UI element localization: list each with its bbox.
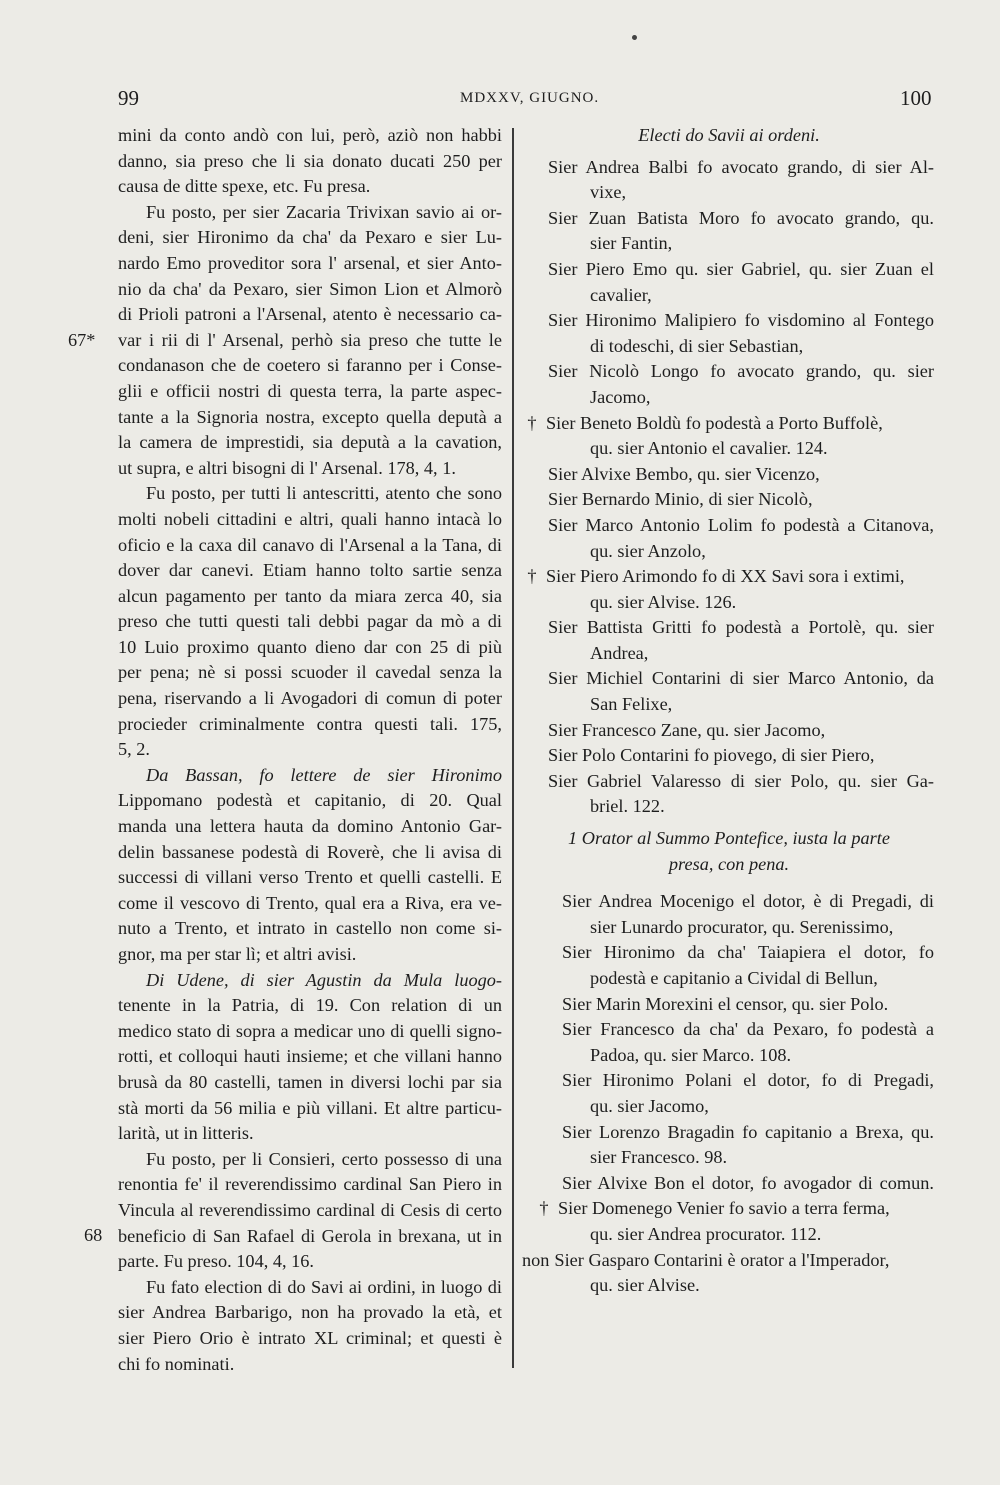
entry-line: Sier Nicolò Longo fo avocato grando, qu. sier bbox=[548, 361, 934, 382]
section-heading: presa, con pena. bbox=[668, 853, 790, 874]
left-column bbox=[118, 123, 502, 1377]
entry-line: sier Lunardo procurator, qu. Serenissimo, bbox=[590, 916, 894, 937]
text-line: Fu posto, per sier Zacaria Trivixan savio ai or- bbox=[146, 201, 502, 222]
text-line: ut supra, e altri bisogni di l' Arsenal. 178, 4, 1. bbox=[118, 457, 456, 478]
entry-line: qu. sier Antonio el cavalier. 124. bbox=[590, 438, 828, 459]
text-line: preso che tutti questi tali debbi pagar da mò a di bbox=[118, 611, 502, 632]
entry-line: Sier Alvixe Bembo, qu. sier Vicenzo, bbox=[548, 463, 820, 484]
entry-line: Sier Battista Gritti fo podestà a Portolè, qu. sier bbox=[548, 617, 934, 638]
entry-line: Sier Francesco Zane, qu. sier Jacomo, bbox=[548, 719, 826, 740]
text-line: oficio e la caxa dil canavo di l'Arsenal a la Tana, di bbox=[118, 534, 502, 555]
entry-line: sier Fantin, bbox=[590, 233, 673, 254]
text-line: sier Piero Orio è intrato XL criminal; et questi è bbox=[118, 1327, 502, 1348]
text-line: delin bassanese podestà di Roverè, che li avisa di bbox=[118, 841, 502, 862]
entry-line: briel. 122. bbox=[590, 796, 665, 817]
ink-speck bbox=[632, 35, 637, 40]
entry-line: Andrea, bbox=[590, 642, 649, 663]
text-line: pena, riservando a li Avogadori di comun di poter bbox=[118, 688, 502, 709]
text-line: manda una lettera hauta da domino Antonio Gar- bbox=[118, 816, 502, 837]
text-line: per pena; nè si possi scuoder il cavedal senza la bbox=[118, 662, 502, 683]
section-heading: 1 Orator al Summo Pontefice, iusta la parte bbox=[568, 828, 890, 849]
entry-line: qu. sier Jacomo, bbox=[590, 1095, 709, 1116]
entry-line: Sier Andrea Mocenigo el dotor, è di Pregadi, di bbox=[562, 891, 934, 912]
entry-line: sier Francesco. 98. bbox=[590, 1147, 728, 1168]
entry-line: Sier Hironimo Polani el dotor, fo di Pregadi, bbox=[562, 1070, 934, 1091]
entry-line: Sier Zuan Batista Moro fo avocato grando, qu. bbox=[548, 207, 934, 228]
text-line: causa de ditte spexe, etc. Fu presa. bbox=[118, 176, 371, 197]
entry-line: Sier Francesco da cha' da Pexaro, fo podestà a bbox=[562, 1019, 934, 1040]
text-line: rotti, et colloqui hauti insieme; et che villani hanno bbox=[118, 1046, 502, 1067]
entry-line: Sier Alvixe Bon el dotor, fo avogador di comun. bbox=[562, 1172, 934, 1193]
text-line: Fu fato election di do Savi ai ordini, in luogo di bbox=[146, 1276, 502, 1297]
text-line: danno, sia preso che li sia donato ducati 250 per bbox=[118, 150, 502, 171]
text-line: dover dar canevi. Etiam hanno tolto sartie senza bbox=[118, 560, 502, 581]
text-line: deni, sier Hironimo da cha' da Pexaro e sier Lu- bbox=[118, 227, 502, 248]
entry-line-elected: † Sier Beneto Boldù fo podestà a Porto Buffolè, bbox=[524, 411, 934, 437]
text-line: Di Udene, di sier Agustin da Mula luogo- bbox=[146, 969, 502, 990]
dagger-mark: † bbox=[527, 412, 537, 433]
entry-line-elected: † Sier Domenego Venier fo savio a terra ferma, bbox=[524, 1196, 934, 1222]
running-head: MDXXV, GIUGNO. bbox=[460, 90, 600, 106]
text-line: condanason che de coetero si faranno per i Conse- bbox=[118, 355, 502, 376]
entry-line-elected: † Sier Piero Arimondo fo di XX Savi sora i extimi, bbox=[524, 564, 934, 590]
entry-line: Jacomo, bbox=[590, 386, 651, 407]
entry-line: qu. sier Alvise. bbox=[590, 1275, 700, 1296]
non-mark: non bbox=[522, 1249, 550, 1270]
entry-line: di todeschi, di sier Sebastian, bbox=[590, 335, 804, 356]
entry-line: vixe, bbox=[590, 182, 627, 203]
text-line: nuto a Trento, et intrato in castello non come si- bbox=[118, 918, 502, 939]
text-line: medico stato di sopra a medicar uno di quelli signo- bbox=[118, 1020, 502, 1041]
entry-line: Sier Gabriel Valaresso di sier Polo, qu. sier Ga- bbox=[548, 770, 934, 791]
entry-line: Sier Bernardo Minio, di sier Nicolò, bbox=[548, 489, 813, 510]
text-line: sier Andrea Barbarigo, non ha provado la età, et bbox=[118, 1302, 502, 1323]
text-line: come il vescovo di Trento, qual era a Riva, era ve- bbox=[118, 892, 502, 913]
text-line: glii e officii nostri di questa terra, la parte aspec- bbox=[118, 380, 502, 401]
entry-line: qu. sier Alvise. 126. bbox=[590, 591, 737, 612]
entry-line: Sier Hironimo Malipiero fo visdomino al Fontego bbox=[548, 310, 934, 331]
entry-line: San Felixe, bbox=[590, 694, 673, 715]
text-line: 5, 2. bbox=[118, 739, 150, 760]
entry-line: Sier Lorenzo Bragadin fo capitanio a Brexa, qu. bbox=[562, 1121, 934, 1142]
text-line: Fu posto, per li Consieri, certo possesso di una bbox=[146, 1148, 502, 1169]
entry-line: cavalier, bbox=[590, 284, 652, 305]
text-line: Fu posto, per tutti li antescritti, atento che sono bbox=[146, 483, 502, 504]
margin-note-68: 68 bbox=[84, 1225, 103, 1245]
entry-line: Sier Piero Emo qu. sier Gabriel, qu. sier Zuan el bbox=[548, 258, 934, 279]
entry-line: qu. sier Anzolo, bbox=[590, 540, 706, 561]
text-line: tante a la Signoria nostra, excepto quella deputà a bbox=[118, 406, 502, 427]
text-line: mini da conto andò con lui, però, aziò non habbi bbox=[118, 125, 502, 145]
text-line: 10 Luio proximo quanto dieno dar con 25 di più bbox=[118, 636, 502, 657]
entry-line: Sier Polo Contarini fo piovego, di sier Piero, bbox=[548, 745, 875, 766]
text-line: renontia fe' il reverendissimo cardinal San Piero in bbox=[118, 1174, 502, 1195]
dagger-mark: † bbox=[527, 566, 537, 587]
text-line: beneficio di San Rafael di Gerola in brexana, ut in bbox=[118, 1225, 502, 1246]
text-line: la camera de imprestidi, sia deputà a la cavation, bbox=[118, 432, 502, 453]
entry-line: Sier Andrea Balbi fo avocato grando, di sier Al- bbox=[548, 156, 934, 177]
text-line: procieder criminalmente contra questi tali. 175, bbox=[118, 713, 502, 734]
text-line: molti nobeli cittadini e altri, quali hanno intacà lo bbox=[118, 508, 502, 529]
text-line: Vincula al reverendissimo cardinal di Cesis di certo bbox=[118, 1199, 502, 1220]
entry-line: podestà e capitanio a Cividal di Bellun, bbox=[590, 968, 878, 988]
dagger-mark: † bbox=[539, 1198, 549, 1219]
entry-line: Sier Marin Morexini el censor, qu. sier Polo. bbox=[562, 993, 889, 1014]
entry-line: Sier Hironimo da cha' Taiapiera el dotor, fo bbox=[562, 942, 934, 963]
page-number-left: 99 bbox=[118, 86, 139, 110]
text-line: stà morti da 56 milia e più villani. Et altre particu- bbox=[118, 1097, 502, 1118]
entry-line: Sier Marco Antonio Lolim fo podestà a Citanova, bbox=[548, 514, 934, 535]
text-line: Lippomano podestà et capitanio, di 20. Qual bbox=[118, 790, 502, 811]
page-number-right: 100 bbox=[900, 86, 932, 110]
text-line: nardo Emo proveditor sora l' arsenal, et sier Anto- bbox=[118, 252, 502, 273]
column-divider bbox=[512, 128, 514, 1368]
text-line: brusà da 80 castelli, tamen in diversi lochi par sia bbox=[118, 1071, 502, 1092]
entry-line: Padoa, qu. sier Marco. 108. bbox=[590, 1044, 792, 1065]
text-line: tenente in la Patria, di 19. Con relation di un bbox=[118, 995, 502, 1016]
text-line: larità, ut in litteris. bbox=[118, 1123, 254, 1144]
text-line: parte. Fu preso. 104, 4, 16. bbox=[118, 1251, 314, 1272]
right-column bbox=[524, 123, 934, 1299]
margin-note-67: 67* bbox=[68, 330, 96, 350]
text-line: Da Bassan, fo lettere de sier Hironimo bbox=[146, 764, 502, 785]
text-line: var i rii di l' Arsenal, perhò sia preso che tutte le bbox=[118, 329, 502, 350]
text-line: chi fo nominati. bbox=[118, 1353, 235, 1374]
text-line: alcun pagamento per tanto da miara zerca 40, sia bbox=[118, 585, 502, 606]
entry-line: Sier Michiel Contarini di sier Marco Antonio, da bbox=[548, 668, 934, 689]
entry-line: qu. sier Andrea procurator. 112. bbox=[590, 1223, 822, 1244]
text-line: gnor, ma per star lì; et altri avisi. bbox=[118, 944, 357, 964]
text-line: di Prioli patroni a l'Arsenal, atento è necessario ca- bbox=[118, 304, 502, 325]
section-heading: Electi do Savii ai ordeni. bbox=[638, 125, 820, 145]
text-line: nio da cha' da Pexaro, sier Simon Lion et Almorò bbox=[118, 278, 502, 299]
text-line: successi di villani verso Trento et quelli castelli. E bbox=[118, 867, 502, 888]
entry-line-excluded: non Sier Gasparo Contarini è orator a l'Imperador, bbox=[524, 1248, 934, 1274]
